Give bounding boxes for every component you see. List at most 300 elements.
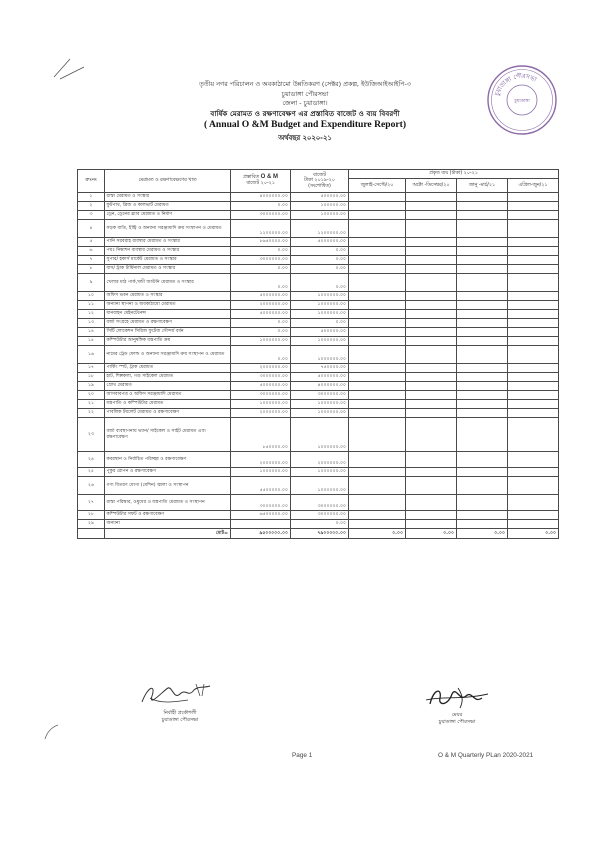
row-q3 [457, 238, 508, 247]
row-budget: ০.০০ [231, 274, 291, 292]
row-budget: ৪০০০০০০.০০ [231, 193, 291, 202]
row-q3 [457, 495, 508, 511]
row-sector: রাস্তা পরিষ্কার, ওষুধের ও যন্ত্রপাতি মেরামত ও সংস্থাপন [105, 495, 231, 511]
row-q1 [349, 400, 406, 409]
row-q2 [406, 382, 457, 391]
row-q1 [349, 274, 406, 292]
row-prev-budget: ০.০০ [291, 247, 349, 256]
row-serial: ১৩ [78, 319, 105, 328]
row-sector: ফুটপাথ, ব্রিজ ও কালভার্ট মেরামত [105, 202, 231, 211]
row-q4 [508, 452, 559, 468]
col-prev-budget-header [291, 170, 349, 193]
row-q2 [406, 265, 457, 274]
row-q3 [457, 346, 508, 364]
row-prev-budget: ৪০০০০০০.০০ [291, 382, 349, 391]
row-sector: পয়ঃ নিষ্কাশন ব্যবস্থার মেরামত ও সংস্কার [105, 247, 231, 256]
pen-stroke-mark [52, 55, 86, 81]
col-budget-header [231, 170, 291, 193]
row-q4 [508, 238, 559, 247]
row-budget: ০.০০ [231, 328, 291, 337]
row-q4 [508, 511, 559, 520]
row-sector: পুকুর রোপন ও রক্ষণাবেক্ষণ [105, 468, 231, 477]
row-prev-budget: ১০০০০০০.০০ [291, 409, 349, 418]
row-q3 [457, 328, 508, 337]
row-sector: যানবাহন মেইনটেনেন্স [105, 310, 231, 319]
row-prev-budget: ১০০০০০০.০০ [291, 346, 349, 364]
row-budget: ৫০০০০০০.০০ [231, 310, 291, 319]
row-serial: ২০ [78, 391, 105, 400]
row-q3 [457, 364, 508, 373]
row-budget: ৫০০০০০০.০০ [231, 382, 291, 391]
engineer-org: চুয়াডাঙ্গা পৌরসভা [161, 716, 199, 723]
row-serial: ৪ [78, 220, 105, 238]
row-q1 [349, 247, 406, 256]
row-q1 [349, 220, 406, 238]
table-row [78, 400, 559, 409]
row-q1 [349, 346, 406, 364]
row-sector: নামের ট্রেড ফোল্ড ও অন্যান্য সরঞ্জামাদি ক্রয় সংস্থাপন ও মেরামত [105, 346, 231, 364]
row-budget: ১২০০০০০.০০ [231, 220, 291, 238]
col-serial-header: ক্রঃনং [78, 170, 105, 193]
row-q2 [406, 274, 457, 292]
row-q1 [349, 211, 406, 220]
row-q1 [349, 495, 406, 511]
table-row [78, 373, 559, 382]
row-budget: ৩০০০০০০.০০ [231, 391, 291, 400]
row-serial: ৬ [78, 247, 105, 256]
row-sector: বাস/ ট্রাক টার্মিনাল মেরামত ও সংস্কার [105, 265, 231, 274]
row-budget: ১০০০০০০.০০ [231, 400, 291, 409]
row-q2 [406, 400, 457, 409]
total-q4: ০.০০ [508, 529, 559, 539]
row-serial: ৮ [78, 265, 105, 274]
table-row [78, 337, 559, 346]
table-row [78, 238, 559, 247]
row-budget: ০.০০ [231, 202, 291, 211]
table-row [78, 211, 559, 220]
row-q1 [349, 301, 406, 310]
row-serial: ১৫ [78, 337, 105, 346]
row-q1 [349, 382, 406, 391]
row-serial: ১৪ [78, 328, 105, 337]
row-q2 [406, 238, 457, 247]
total-prev-budget: ৭৯০০০০০.০০ [291, 529, 349, 539]
total-budget: ৯৫০০০০০.০০ [231, 529, 291, 539]
table-row [78, 202, 559, 211]
row-prev-budget: ০.০০ [291, 319, 349, 328]
row-q3 [457, 520, 508, 529]
row-budget: ৫৫০০০০০.০০ [231, 477, 291, 495]
row-q1 [349, 409, 406, 418]
row-q1 [349, 319, 406, 328]
row-q2 [406, 211, 457, 220]
row-q1 [349, 468, 406, 477]
row-sector: কবরস্থান ও নির্বাচিত পরিচ্ছন্ন ও রক্ষণাবেক্ষণ [105, 452, 231, 468]
col-prev-2: টাকা ২০১৯-২০ [304, 178, 335, 184]
row-prev-budget: ১০০০০০০.০০ [291, 310, 349, 319]
svg-text:চুয়াডাঙ্গা পৌরসভা [494, 73, 538, 98]
mayor-org: চুয়াডাঙ্গা পৌরসভা [438, 718, 476, 725]
row-q1 [349, 391, 406, 400]
row-budget: ৩০০০০০০.০০ [231, 211, 291, 220]
row-q4 [508, 391, 559, 400]
mayor-title: মেয়র [451, 712, 463, 718]
row-q3 [457, 391, 508, 400]
table-row [78, 265, 559, 274]
seal-text: চুয়াডাঙ্গা পৌরসভা [493, 72, 538, 97]
row-q1 [349, 292, 406, 301]
row-q4 [508, 211, 559, 220]
row-serial: ২৬ [78, 477, 105, 495]
row-q3 [457, 337, 508, 346]
row-prev-budget: ১০০০০০০.০০ [291, 477, 349, 495]
table-row [78, 346, 559, 364]
row-budget: ১০০০০০০.০০ [231, 468, 291, 477]
report-header [150, 80, 460, 143]
mayor-signature [412, 684, 502, 712]
footer-document-name: O & M Quarterly PLan 2020-2021 [438, 752, 534, 759]
row-q4 [508, 319, 559, 328]
table-row [78, 220, 559, 238]
row-prev-budget: ১০০০০০০.০০ [291, 292, 349, 301]
row-q3 [457, 382, 508, 391]
row-serial: ১৬ [78, 346, 105, 364]
row-prev-budget: ০.০০ [291, 520, 349, 529]
row-serial: ১ [78, 193, 105, 202]
row-prev-budget: ৫০০০০০.০০ [291, 193, 349, 202]
row-q3 [457, 477, 508, 495]
row-q2 [406, 310, 457, 319]
col-budget-om: O & M [260, 174, 278, 181]
row-sector: অফিস ভবন মেরামত ও সংস্কার [105, 292, 231, 301]
row-sector: সড়ক বাতি, ইন্ট্রি ও অন্যান্য সরঞ্জামাদি ক্রয় সংস্থাপন ও মেরামত [105, 220, 231, 238]
row-q2 [406, 337, 457, 346]
row-sector: সুপার/ হকার্স মার্কেট মেরামত ও সংস্কার [105, 256, 231, 265]
row-sector: রাস্তা মেরামত ও সংস্কার [105, 193, 231, 202]
district-name: জেলা - চুয়াডাঙ্গা। [282, 99, 328, 107]
col-q4-header: এপ্রিল-জুন/২১ [508, 179, 559, 193]
row-q4 [508, 292, 559, 301]
col-q2-header: অক্টো -ডিসেম্বর/২০ [406, 179, 457, 193]
row-budget: ৩০০০০০০.০০ [231, 256, 291, 265]
row-q2 [406, 495, 457, 511]
total-q1: ০.০০ [349, 529, 406, 539]
row-q4 [508, 382, 559, 391]
row-budget: ০.০০ [231, 319, 291, 328]
row-budget: ৮৬৫০০০০.০০ [231, 238, 291, 247]
row-q1 [349, 238, 406, 247]
project-name: তৃতীয় নগর পরিচালন ও অবকাঠামো উন্নতিকরণ (সেক্টর) প্রকল্প, ইউজিআইআইপি-৩ [198, 80, 411, 88]
col-q3-header: জানু -মার্চ/২১ [457, 179, 508, 193]
row-serial: ৯ [78, 274, 105, 292]
row-q4 [508, 468, 559, 477]
row-q4 [508, 400, 559, 409]
row-q2 [406, 477, 457, 495]
report-title-bn: বার্ষিক মেরামত ও রক্ষণাবেক্ষণ এর প্রস্তাবিত বাজেট ও ব্যয় বিবরণী [210, 108, 400, 118]
row-q1 [349, 265, 406, 274]
om-budget-table-wrap [77, 169, 558, 539]
row-budget: ১০০০০০০.০০ [231, 337, 291, 346]
row-q3 [457, 418, 508, 452]
row-budget: ০.০০ [231, 346, 291, 364]
row-q3 [457, 301, 508, 310]
table-row [78, 382, 559, 391]
row-q4 [508, 495, 559, 511]
table-row [78, 468, 559, 477]
row-q2 [406, 452, 457, 468]
row-sector: অন্যান্য স্থাপনা ও অবকাঠামো মেরামত [105, 301, 231, 310]
row-q3 [457, 274, 508, 292]
table-row [78, 477, 559, 495]
row-q2 [406, 319, 457, 328]
row-q4 [508, 247, 559, 256]
row-serial: ১০ [78, 292, 105, 301]
row-budget: ৩০০০০০০.০০ [231, 495, 291, 511]
row-prev-budget: ১০০০০০০.০০ [291, 468, 349, 477]
row-serial: ২২ [78, 409, 105, 418]
table-row [78, 495, 559, 511]
row-prev-budget: ৩০০০০০০.০০ [291, 495, 349, 511]
row-q2 [406, 391, 457, 400]
report-title-en: ( Annual O &M Budget and Expenditure Report) [203, 119, 407, 130]
row-sector: ড্রেন, ড্রেনের স্ল্যাব মেরামত ও নির্মাণ [105, 211, 231, 220]
row-prev-budget: ১০০০০০০.০০ [291, 301, 349, 310]
row-q2 [406, 202, 457, 211]
mayor-signature-block [412, 684, 502, 725]
row-q2 [406, 364, 457, 373]
row-prev-budget: ১০০০০০০.০০ [291, 418, 349, 452]
table-row [78, 301, 559, 310]
row-q2 [406, 346, 457, 364]
row-budget [231, 520, 291, 529]
row-prev-budget: ৩০০০০০০.০০ [291, 391, 349, 400]
municipality-seal [484, 62, 560, 138]
row-q4 [508, 364, 559, 373]
row-serial: ৭ [78, 256, 105, 265]
row-serial: ২৯ [78, 520, 105, 529]
row-prev-budget: ৫০০০০০০.০০ [291, 373, 349, 382]
fiscal-year: অর্থবছর ২০২০-২১ [278, 134, 332, 142]
row-budget: ৫০০০০০০.০০ [231, 292, 291, 301]
row-q3 [457, 292, 508, 301]
row-serial: ২৫ [78, 468, 105, 477]
col-budget-sub: বাজেট ২০-২১ [246, 181, 275, 186]
table-row [78, 391, 559, 400]
row-q3 [457, 319, 508, 328]
footer-page-number: Page 1 [292, 752, 313, 759]
row-serial: ১৭ [78, 364, 105, 373]
col-prev-1: বাজেট [313, 172, 326, 178]
table-row [78, 364, 559, 373]
row-prev-budget: ০.০০ [291, 274, 349, 292]
row-q1 [349, 256, 406, 265]
row-q2 [406, 409, 457, 418]
row-q1 [349, 511, 406, 520]
row-q4 [508, 301, 559, 310]
row-q3 [457, 310, 508, 319]
row-serial: ২৪ [78, 452, 105, 468]
row-q4 [508, 310, 559, 319]
row-q1 [349, 202, 406, 211]
row-q2 [406, 301, 457, 310]
row-prev-budget: ৭৫০০০০.০০ [291, 364, 349, 373]
row-q4 [508, 418, 559, 452]
seal-inner-text: চুয়াডাঙ্গা [514, 99, 530, 104]
row-sector: কম্পিউটার সফট ও রক্ষণাবেক্ষণ [105, 511, 231, 520]
row-prev-budget: ০.০০ [291, 256, 349, 265]
table-row [78, 247, 559, 256]
engineer-signature [130, 680, 230, 710]
row-q1 [349, 337, 406, 346]
pen-curve-mark [42, 722, 62, 742]
table-row [78, 319, 559, 328]
row-sector: কম্পিউটার আনুষঙ্গিক যন্ত্রপাতি ক্রয় [105, 337, 231, 346]
row-prev-budget: ১২০০০০০.০০ [291, 220, 349, 238]
row-serial: ৫ [78, 238, 105, 247]
row-q3 [457, 468, 508, 477]
table-row [78, 409, 559, 418]
row-sector: হাট, শিল্পকলা, গণ্ড সাইকেল মেরামত [105, 373, 231, 382]
row-prev-budget: ২০০০০০০.০০ [291, 452, 349, 468]
row-budget: ২০০০০০০.০০ [231, 364, 291, 373]
row-q4 [508, 265, 559, 274]
row-q4 [508, 520, 559, 529]
row-q3 [457, 220, 508, 238]
row-q2 [406, 511, 457, 520]
row-q2 [406, 256, 457, 265]
row-sector: বর্জ্য সংগ্রহে মেরামত ও রক্ষণাবেক্ষণ [105, 319, 231, 328]
row-q2 [406, 247, 457, 256]
row-q1 [349, 373, 406, 382]
row-sector: আসবাবপত্র ও অফিস সরঞ্জামাদি মেরামত [105, 391, 231, 400]
row-budget: ০.০০ [231, 265, 291, 274]
row-sector: অন্যান্য [105, 520, 231, 529]
col-budget-bn: প্রস্তাবিত [243, 175, 260, 181]
row-sector: খেলার মাঠ পার্ক,খন্ডী জাউনি মেরামত ও সংস্কার [105, 274, 231, 292]
row-prev-budget: ১০০০০০.০০ [291, 202, 349, 211]
row-q1 [349, 364, 406, 373]
row-q2 [406, 292, 457, 301]
row-serial: ২১ [78, 400, 105, 409]
row-sector: বর্জ্য ব্যবস্থাপনায় ভ্যান/ সাইকেল ও সাইট মেরামত এবং রক্ষণাবেক্ষণ [105, 418, 231, 452]
row-q3 [457, 256, 508, 265]
row-q3 [457, 373, 508, 382]
row-q4 [508, 202, 559, 211]
table-row [78, 193, 559, 202]
table-row [78, 511, 559, 520]
row-q4 [508, 337, 559, 346]
table-row [78, 520, 559, 529]
row-q2 [406, 520, 457, 529]
row-q3 [457, 265, 508, 274]
col-actual-header: প্রকৃত ব্যয় (টাকা) ২০-২১ [349, 170, 559, 179]
row-q1 [349, 310, 406, 319]
row-budget: ০.০০ [231, 247, 291, 256]
row-q3 [457, 400, 508, 409]
row-q2 [406, 373, 457, 382]
row-q3 [457, 452, 508, 468]
row-q2 [406, 328, 457, 337]
row-serial: ১২ [78, 310, 105, 319]
row-q1 [349, 418, 406, 452]
row-serial: ৩ [78, 211, 105, 220]
row-q3 [457, 211, 508, 220]
row-q4 [508, 193, 559, 202]
row-q4 [508, 220, 559, 238]
row-serial: ২৩ [78, 418, 105, 452]
row-q3 [457, 193, 508, 202]
total-q3: ০.০০ [457, 529, 508, 539]
row-budget: ২০০০০০০.০০ [231, 409, 291, 418]
table-row [78, 328, 559, 337]
row-budget: ৬৫০০০০০.০০ [231, 511, 291, 520]
row-prev-budget: ১০০০০০.০০ [291, 211, 349, 220]
row-q4 [508, 256, 559, 265]
row-q3 [457, 511, 508, 520]
col-sector-header: মেরামত ও রক্ষণাবেক্ষণের খাত [105, 170, 231, 193]
row-q1 [349, 520, 406, 529]
row-q2 [406, 193, 457, 202]
row-prev-budget: ১০০০০০০.০০ [291, 400, 349, 409]
row-serial: ১৮ [78, 373, 105, 382]
row-serial: ২৮ [78, 511, 105, 520]
row-q4 [508, 409, 559, 418]
row-q1 [349, 193, 406, 202]
row-budget: ৮৫০০০০.০০ [231, 418, 291, 452]
col-q1-header: জুলাই-সেপ্টে/২০ [349, 179, 406, 193]
row-budget: ৩০০০০০০.০০ [231, 373, 291, 382]
row-serial: ১৯ [78, 382, 105, 391]
row-q1 [349, 452, 406, 468]
total-q2: ০.০০ [406, 529, 457, 539]
row-q3 [457, 247, 508, 256]
row-sector: পানি সরবরাহ ব্যবস্থার মেরামত ও সংস্কার [105, 238, 231, 247]
row-prev-budget: ৫০০০০০.০০ [291, 328, 349, 337]
table-row [78, 418, 559, 452]
row-sector: পার্কিং স্পট, ট্রাক মেরামত [105, 364, 231, 373]
municipality-name: চুয়াডাঙ্গা পৌরসভা [281, 89, 329, 98]
total-row [78, 529, 559, 539]
table-row [78, 256, 559, 265]
row-q3 [457, 409, 508, 418]
row-prev-budget: ৩০০০০০০.০০ [291, 511, 349, 520]
row-q4 [508, 346, 559, 364]
total-label: মোট= [105, 529, 231, 539]
row-prev-budget: ১০০০০০০.০০ [291, 337, 349, 346]
row-serial: ২৭ [78, 495, 105, 511]
row-serial: ২ [78, 202, 105, 211]
row-sector: সিটি লোকেশন সিরিজ ফুটেজ সৌন্দর্য বর্ধন [105, 328, 231, 337]
col-prev-3: (সংশোধিত) [308, 183, 331, 189]
engineer-signature-block [130, 680, 230, 723]
row-sector: গণ্য বিতরণ যোগ্য (মেশিন) জ্বালা ও সংস্থাপন [105, 477, 231, 495]
row-prev-budget: ৫০০০০০০.০০ [291, 238, 349, 247]
engineer-title: নির্বাহী প্রকৌশলী [163, 710, 197, 716]
row-q4 [508, 477, 559, 495]
table-row [78, 310, 559, 319]
row-q2 [406, 468, 457, 477]
row-q4 [508, 328, 559, 337]
om-budget-table [77, 169, 559, 539]
row-q4 [508, 373, 559, 382]
row-q3 [457, 202, 508, 211]
row-budget: ২০০০০০০.০০ [231, 301, 291, 310]
row-prev-budget: ০.০০ [291, 265, 349, 274]
total-serial [78, 529, 105, 539]
row-sector: গ্রোথ মেরামত [105, 382, 231, 391]
row-q4 [508, 274, 559, 292]
row-sector: যন্ত্রপাতি ও কম্পিউটার মেরামত [105, 400, 231, 409]
